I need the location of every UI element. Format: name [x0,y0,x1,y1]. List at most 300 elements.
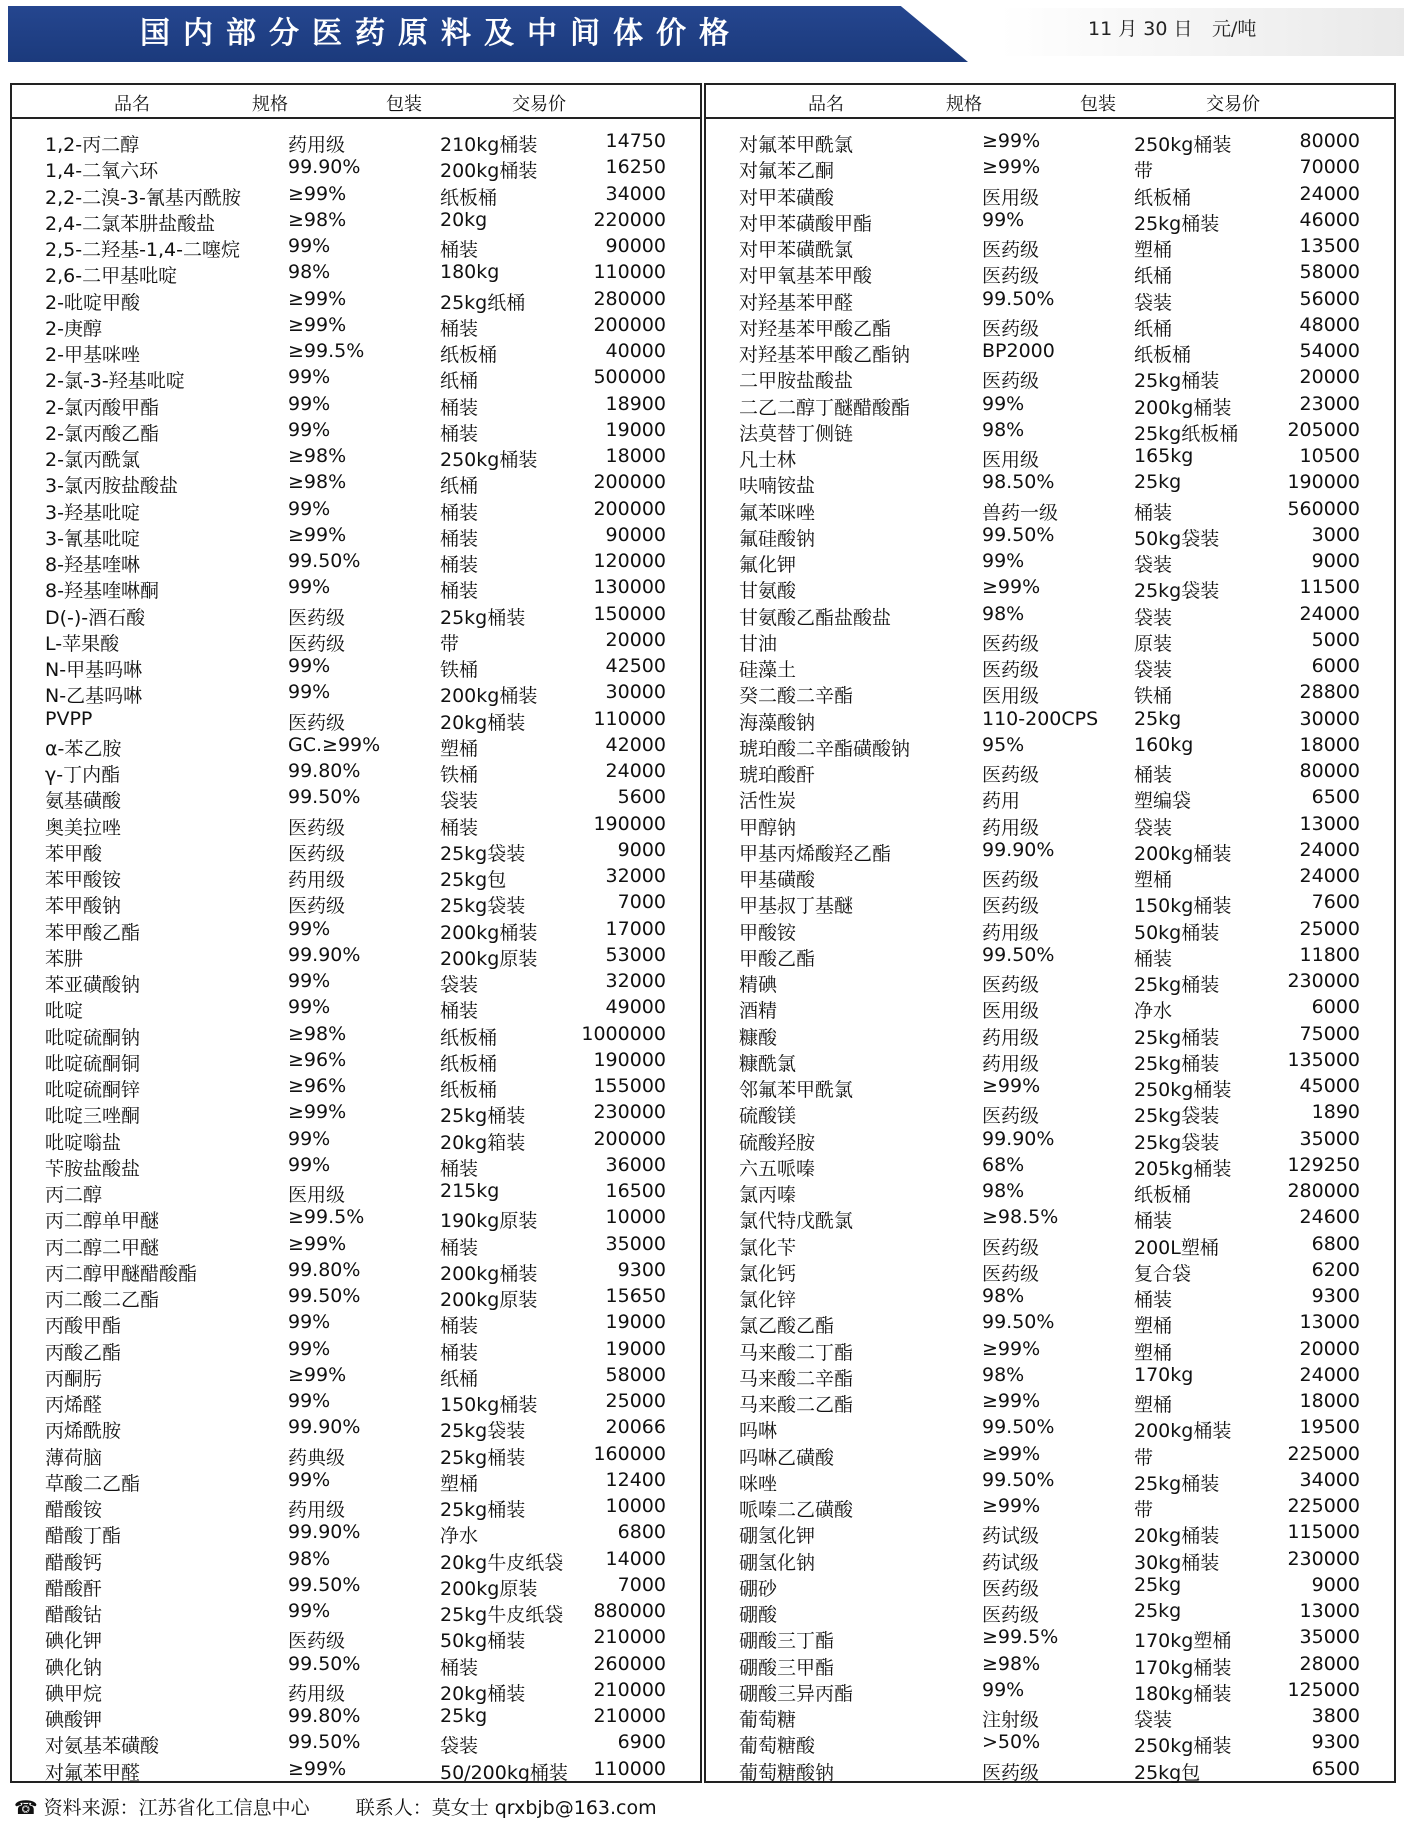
table-row [706,1573,1394,1599]
price: 19000 [605,1337,666,1360]
product-name: 丙二醇甲醚醋酸酯 [45,1262,198,1285]
spec: 99.90% [982,838,1055,861]
table-row [706,1205,1394,1231]
packaging: 25kg袋装 [1134,1105,1220,1128]
price: 6900 [617,1731,666,1754]
spec: 98% [288,1547,331,1570]
footer [14,1793,657,1820]
product-name: 2-庚醇 [45,317,102,340]
price: 35000 [605,1232,666,1255]
product-name: 咪唑 [739,1472,778,1495]
price: 880000 [593,1600,666,1622]
packaging: 200kg原装 [440,947,538,970]
table-row [12,392,700,418]
table-row [12,864,700,890]
product-name: 2-氯-3-羟基吡啶 [45,370,185,393]
price: 35000 [1299,1127,1360,1150]
price: 53000 [605,943,666,966]
product-name: 甘油 [739,632,778,655]
price: 32000 [605,865,666,887]
table-row [12,1652,700,1678]
price: 58000 [1299,261,1360,284]
packaging: 塑桶 [1134,869,1173,891]
price: 30000 [1299,707,1360,730]
spec: 99.50% [288,1731,361,1754]
table-row [706,1389,1394,1415]
spec: ≥99% [982,156,1041,179]
spec: 99% [288,1311,331,1334]
price: 30000 [605,681,666,704]
spec: 药用级 [982,921,1040,944]
product-name: 2,6-二甲基吡啶 [45,265,178,288]
table-row [706,759,1394,785]
price: 1890 [1311,1101,1360,1124]
product-name: 甘氨酸 [739,580,797,603]
product-name: 吡啶三唑酮 [45,1105,141,1128]
table-row [12,1494,700,1520]
packaging: 袋装 [1134,1709,1173,1731]
table-row [12,1625,700,1651]
packaging: 桶装 [1134,1289,1173,1311]
spec: >50% [982,1731,1041,1754]
packaging: 桶装 [440,1157,479,1180]
spec: 药用级 [288,1682,346,1705]
product-name: 对氟苯甲醛 [45,1761,141,1784]
table-row [12,470,700,496]
price: 48000 [1299,313,1360,336]
product-name: 3-氯丙胺盐酸盐 [45,475,178,498]
packaging: 铁桶 [440,764,479,786]
product-name: 2-氯丙酸乙酯 [45,422,159,445]
product-name: 苯亚磺酸钠 [45,974,141,996]
table-row [706,1074,1394,1100]
packaging: 205kg桶装 [1134,1157,1232,1180]
product-name: 醋酸钴 [45,1604,103,1626]
table-row [12,969,700,995]
spec: 98% [982,1363,1025,1386]
packaging: 200kg桶装 [1134,1420,1232,1443]
packaging: 袋装 [1134,554,1173,576]
spec: 医药级 [982,239,1040,261]
product-name: 酒精 [739,1000,778,1023]
product-name: 碘甲烷 [45,1682,103,1705]
packaging: 25kg [1134,471,1182,494]
product-name: 硼氢化钠 [739,1551,816,1574]
spec: ≥99% [982,1442,1041,1465]
packaging: 桶装 [440,816,479,839]
spec: 药用级 [982,816,1040,839]
price: 18000 [1299,1390,1360,1412]
price: 46000 [1299,208,1360,231]
price: 10500 [1299,445,1360,467]
price: 13500 [1299,235,1360,257]
packaging: 桶装 [440,580,479,603]
product-name: 对羟基苯甲醛 [739,291,854,314]
product-name: 碘酸钾 [45,1709,103,1731]
product-name: 葡萄糖酸 [739,1735,816,1758]
price: 17000 [605,917,666,940]
table-row [706,1415,1394,1441]
spec: ≥99% [288,182,347,205]
table-row [12,602,700,628]
packaging: 塑编袋 [1134,790,1192,813]
spec: 医药级 [982,764,1040,786]
table-row [12,838,700,864]
price: 24000 [605,760,666,782]
price: 260000 [593,1652,666,1675]
price: 9000 [1311,550,1360,572]
spec: 99.50% [982,287,1055,310]
price: 13000 [1299,1600,1360,1622]
product-name: 糠酰氯 [739,1052,797,1075]
table-row [12,260,700,286]
spec: ≥99% [288,1757,347,1780]
table-row [12,234,700,260]
packaging: 纸桶 [1134,317,1173,340]
spec: ≥96% [288,1075,347,1097]
packaging: 桶装 [440,1341,479,1364]
product-name: 硫酸镁 [739,1105,797,1128]
table-row [706,523,1394,549]
price: 9300 [617,1258,666,1281]
col-spec-header: 规格 [946,94,982,115]
price: 130000 [593,576,666,599]
spec: 药用 [982,790,1021,813]
price: 210000 [593,1626,666,1649]
product-name: 醋酸钙 [45,1551,103,1574]
table-row [706,365,1394,391]
packaging: 25kg袋装 [1134,580,1220,603]
table-row [706,1704,1394,1730]
table-row [706,1547,1394,1573]
spec: 99% [288,996,331,1019]
price: 14000 [605,1547,666,1570]
spec: 医药级 [288,895,346,918]
table-row [706,1100,1394,1126]
product-name: 丙酸乙酯 [45,1341,122,1364]
price: 24000 [1299,182,1360,205]
spec: ≥99% [288,1232,347,1255]
packaging: 25kg桶装 [1134,1026,1220,1049]
spec: 98% [982,1285,1025,1307]
packaging: 200kg桶装 [440,1262,538,1285]
spec: GC.≥99% [288,733,381,756]
product-name: 葡萄糖 [739,1709,797,1731]
price: 6800 [1311,1232,1360,1255]
price: 110000 [593,1757,666,1780]
product-name: 硼酸三异丙酯 [739,1682,854,1705]
table-row [706,1153,1394,1179]
spec: 99.80% [288,1705,361,1727]
price: 25000 [1299,917,1360,940]
spec: 99.90% [288,1521,361,1544]
packaging: 桶装 [440,1236,479,1259]
table-row [12,785,700,811]
price: 20000 [1299,366,1360,389]
spec: ≥99% [982,130,1041,152]
price: 20000 [1299,1337,1360,1360]
product-name: 吡啶硫酮铜 [45,1052,141,1075]
packaging: 25kg袋装 [440,842,526,865]
product-name: 草酸二乙酯 [45,1472,141,1495]
table-row [706,234,1394,260]
packaging: 25kg袋装 [1134,1131,1220,1154]
table-row [706,1599,1394,1625]
price: 230000 [1287,1547,1360,1570]
table-row [706,1337,1394,1363]
price: 14750 [605,130,666,152]
product-name: 吡啶嗡盐 [45,1131,122,1154]
table-header-right [706,83,1394,119]
price: 9300 [1311,1731,1360,1754]
price: 125000 [1287,1678,1360,1701]
product-name: 对羟基苯甲酸乙酯 [739,317,892,340]
spec: 99% [288,497,331,520]
product-name: 丙二酸二乙酯 [45,1289,160,1311]
product-name: 丙烯醛 [45,1394,103,1416]
packaging: 200kg原装 [440,1289,538,1311]
product-name: 吗啉乙磺酸 [739,1446,835,1469]
source-text: 资料来源：江苏省化工信息中心 [43,1797,310,1819]
product-name: 甲基丙烯酸羟乙酯 [739,842,892,865]
table-row [706,1232,1394,1258]
product-name: 氯化锌 [739,1289,797,1311]
price: 6000 [1311,996,1360,1019]
packaging: 袋装 [1134,816,1173,839]
spec: 药用级 [288,869,346,891]
spec: 医药级 [982,869,1040,891]
product-name: 碘化钠 [45,1656,103,1679]
packaging: 袋装 [1134,659,1173,681]
product-name: 甲基叔丁基醚 [739,895,854,918]
product-name: 2,5-二羟基-1,4-二噻烷 [45,239,241,261]
table-row [12,418,700,444]
table-row [12,523,700,549]
spec: 99.50% [982,523,1055,546]
product-name: γ-丁内酯 [45,764,121,786]
table-row [706,1494,1394,1520]
price: 18000 [1299,733,1360,756]
product-name: 甲酸乙酯 [739,947,816,970]
table-row [706,1258,1394,1284]
table-row [12,1179,700,1205]
spec: 99.50% [288,1573,361,1596]
table-row [706,733,1394,759]
spec: 95% [982,733,1025,756]
packaging: 桶装 [1134,947,1173,970]
packaging: 25kg包 [440,869,507,891]
product-name: 对甲苯磺酸甲酯 [739,212,873,235]
product-name: 碘化钾 [45,1630,103,1653]
table-row [12,313,700,339]
packaging: 铁桶 [440,659,479,681]
price: 20066 [605,1416,666,1439]
spec: ≥98% [288,471,347,494]
packaging: 纸板桶 [440,1052,498,1075]
table-row [12,549,700,575]
table-row [706,470,1394,496]
packaging: 桶装 [440,501,479,524]
packaging: 塑桶 [1134,1315,1173,1338]
packaging: 50kg桶装 [1134,921,1220,944]
product-name: L-苹果酸 [45,632,120,655]
product-name: 丙二醇单甲醚 [45,1210,160,1233]
table-row [706,1310,1394,1336]
spec: ≥99% [288,523,347,546]
product-name: 苯甲酸钠 [45,895,122,918]
table-row [12,1205,700,1231]
price: 23000 [1299,392,1360,415]
table-row [12,1153,700,1179]
price: 115000 [1287,1521,1360,1544]
packaging: 150kg桶装 [440,1394,538,1416]
table-row [12,444,700,470]
table-row [706,1284,1394,1310]
packaging: 塑桶 [1134,1394,1173,1416]
packaging: 桶装 [440,554,479,576]
spec: ≥99% [982,1337,1041,1360]
table-row [12,890,700,916]
packaging: 200kg原装 [440,1577,538,1600]
spec: 99% [982,208,1025,231]
spec: 医用级 [982,1000,1040,1023]
spec: 医用级 [982,449,1040,471]
price: 80000 [1299,760,1360,782]
table-row [12,1757,700,1783]
packaging: 160kg [1134,733,1194,756]
table-row [12,759,700,785]
packaging: 25kg桶装 [440,1105,526,1128]
table-row [12,1310,700,1336]
table-row [706,444,1394,470]
product-name: 对羟基苯甲酸乙酯钠 [739,344,911,366]
product-name: 吡啶硫酮钠 [45,1026,141,1049]
product-name: 哌嗪二乙磺酸 [739,1499,854,1521]
spec: 医药级 [982,1577,1040,1600]
table-row [706,1468,1394,1494]
spec: 医药级 [288,816,346,839]
price: 155000 [593,1075,666,1097]
spec: BP2000 [982,340,1055,362]
price: 560000 [1287,497,1360,520]
price: 24000 [1299,1363,1360,1386]
packaging: 桶装 [440,1315,479,1338]
table-row [12,1232,700,1258]
packaging: 带 [1134,1499,1154,1521]
packaging: 桶装 [1134,764,1173,786]
spec: 医用级 [288,1184,346,1206]
spec: 99% [288,418,331,441]
product-name: 2-氯丙酸甲酯 [45,396,159,419]
price: 11800 [1299,943,1360,966]
table-row [12,1100,700,1126]
product-name: 对氨基苯磺酸 [45,1735,160,1758]
packaging: 250kg桶装 [1134,1079,1232,1101]
spec: ≥99% [288,287,347,310]
product-name: 琥珀酸酐 [739,764,816,786]
table-row [12,129,700,155]
product-name: N-乙基吗啉 [45,685,143,708]
date-bar [1000,8,1404,56]
price: 19000 [605,418,666,441]
spec: 医药级 [982,1262,1040,1285]
product-name: 苯肼 [45,947,84,970]
price: 24600 [1299,1206,1360,1229]
packaging: 200kg桶装 [440,685,538,708]
product-name: 丙酸甲酯 [45,1315,122,1338]
product-name: 琥珀酸二辛酯磺酸钠 [739,737,911,760]
spec: 医药级 [982,317,1040,340]
price: 200000 [593,497,666,520]
spec: 99% [288,917,331,940]
price: 6500 [1311,786,1360,809]
price: 19500 [1299,1416,1360,1439]
product-name: 丙烯酰胺 [45,1420,122,1443]
table-row [12,497,700,523]
price: 19000 [605,1311,666,1334]
spec: ≥98.5% [982,1206,1059,1229]
table-row [706,680,1394,706]
table-row [12,1363,700,1389]
price: 230000 [1287,970,1360,992]
spec: ≥98% [982,1652,1041,1675]
table-row [12,707,700,733]
col-pack-header: 包装 [1080,94,1116,115]
product-name: D(-)-酒石酸 [45,606,146,629]
spec: 药用级 [288,1499,346,1521]
product-name: 8-羟基喹啉 [45,554,140,576]
packaging: 25kg袋装 [440,1420,526,1443]
spec: 99% [288,681,331,704]
packaging: 20kg牛皮纸袋 [440,1551,564,1574]
spec: ≥99.5% [288,1206,365,1229]
table-row [12,1074,700,1100]
packaging: 25kg桶装 [440,606,526,629]
price: 18000 [605,445,666,467]
table-row [12,1573,700,1599]
spec: 99.50% [288,550,361,572]
spec: 医用级 [982,186,1040,209]
price: 15650 [605,1285,666,1307]
spec: 99% [288,392,331,415]
table-row [706,1730,1394,1756]
product-name: 3-羟基吡啶 [45,501,140,524]
table-row [12,917,700,943]
phone-icon: ☎ [14,1797,38,1819]
packaging: 纸板桶 [440,1026,498,1049]
packaging: 165kg [1134,445,1194,467]
packaging: 纸桶 [1134,265,1173,288]
table-row [12,628,700,654]
product-name: 醋酸铵 [45,1499,103,1521]
product-name: 氟苯咪唑 [739,501,816,524]
product-name: 薄荷脑 [45,1446,103,1469]
table-row [12,1048,700,1074]
spec: 医药级 [982,974,1040,996]
price: 25000 [605,1390,666,1412]
product-name: 活性炭 [739,790,797,813]
table-row [706,838,1394,864]
packaging: 250kg桶装 [1134,1735,1232,1758]
table-row [12,1468,700,1494]
spec: 医药级 [982,1761,1040,1784]
price: 28000 [1299,1652,1360,1675]
spec: 99.80% [288,760,361,782]
table-row [12,1442,700,1468]
table-row [706,1022,1394,1048]
packaging: 纸板桶 [440,186,498,209]
price: 90000 [605,235,666,257]
